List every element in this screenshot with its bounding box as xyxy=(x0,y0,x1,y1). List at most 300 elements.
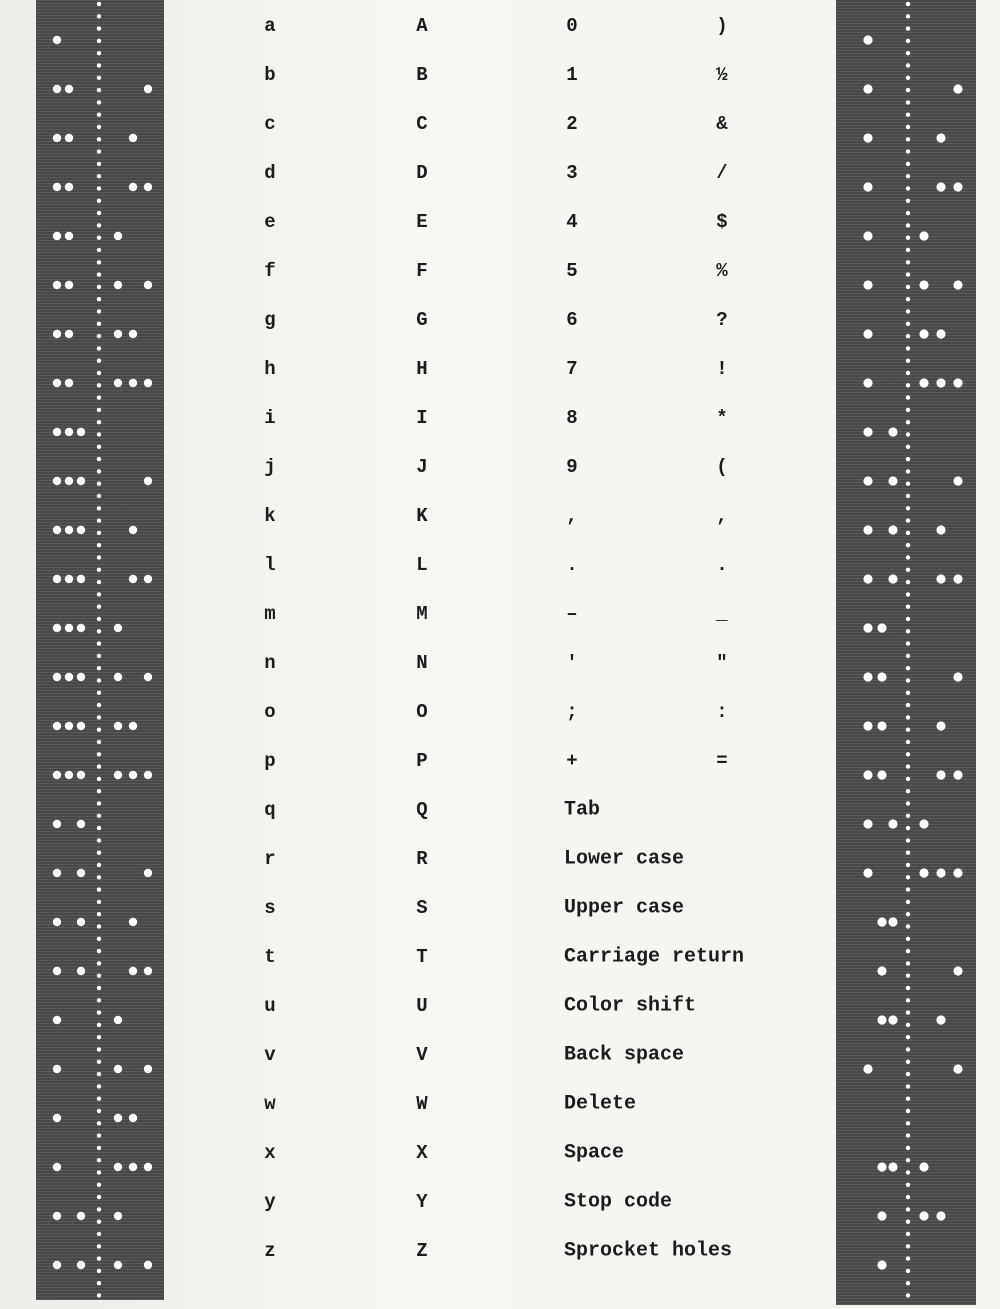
sprocket-hole xyxy=(97,506,101,510)
code-hole xyxy=(863,133,872,142)
sprocket-hole xyxy=(906,531,910,535)
code-hole xyxy=(863,574,872,583)
sprocket-hole xyxy=(906,26,910,30)
code-hole xyxy=(863,525,872,534)
figures-entry-1: 0 xyxy=(566,15,578,37)
sprocket-hole xyxy=(97,900,101,904)
code-hole xyxy=(877,770,886,779)
code-hole xyxy=(65,330,73,338)
sprocket-hole xyxy=(906,801,910,805)
code-hole xyxy=(919,378,928,387)
sprocket-hole xyxy=(906,162,910,166)
code-hole xyxy=(114,330,122,338)
sprocket-hole xyxy=(906,1170,910,1174)
sprocket-hole xyxy=(97,63,101,67)
code-hole xyxy=(888,525,897,534)
sprocket-hole xyxy=(97,875,101,879)
lowercase-char-10: j xyxy=(264,456,276,478)
sprocket-hole xyxy=(97,1060,101,1064)
sprocket-hole xyxy=(97,1023,101,1027)
sprocket-hole xyxy=(906,998,910,1002)
sprocket-hole xyxy=(97,1121,101,1125)
left-punched-tape xyxy=(36,0,164,1300)
symbols-entry-14: " xyxy=(716,652,728,674)
sprocket-hole xyxy=(906,322,910,326)
code-hole xyxy=(53,232,61,240)
sprocket-hole xyxy=(97,432,101,436)
code-hole xyxy=(953,868,962,877)
sprocket-hole xyxy=(906,469,910,473)
sprocket-hole xyxy=(906,100,910,104)
sprocket-hole xyxy=(97,322,101,326)
uppercase-char-1: A xyxy=(416,15,428,37)
symbols-entry-7: ? xyxy=(716,309,728,331)
figures-entry-2: 1 xyxy=(566,64,578,86)
sprocket-hole xyxy=(906,1232,910,1236)
code-hole xyxy=(888,1015,897,1024)
code-hole xyxy=(53,918,61,926)
code-hole xyxy=(877,1260,886,1269)
figures-entry-7: 6 xyxy=(566,309,578,331)
code-hole xyxy=(877,1162,886,1171)
lowercase-char-18: r xyxy=(264,848,276,870)
sprocket-hole xyxy=(97,777,101,781)
code-hole xyxy=(877,721,886,730)
code-hole xyxy=(863,182,872,191)
sprocket-hole xyxy=(97,1170,101,1174)
sprocket-hole xyxy=(97,851,101,855)
uppercase-char-22: V xyxy=(416,1044,428,1066)
code-hole xyxy=(65,183,73,191)
sprocket-hole xyxy=(906,580,910,584)
sprocket-hole xyxy=(906,543,910,547)
figures-entry-13: – xyxy=(566,603,578,625)
code-hole xyxy=(144,869,152,877)
lowercase-char-24: x xyxy=(264,1142,276,1164)
code-hole xyxy=(77,967,85,975)
code-hole xyxy=(863,84,872,93)
sprocket-hole xyxy=(906,974,910,978)
code-hole xyxy=(144,967,152,975)
code-hole xyxy=(863,378,872,387)
sprocket-hole xyxy=(97,1072,101,1076)
code-hole xyxy=(953,672,962,681)
uppercase-char-12: L xyxy=(416,554,428,576)
sprocket-hole xyxy=(97,1183,101,1187)
sprocket-hole xyxy=(906,1023,910,1027)
sprocket-hole xyxy=(906,961,910,965)
code-hole xyxy=(65,85,73,93)
sprocket-hole xyxy=(97,912,101,916)
sprocket-hole xyxy=(97,1158,101,1162)
sprocket-hole xyxy=(906,518,910,522)
code-hole xyxy=(936,721,945,730)
sprocket-hole xyxy=(97,100,101,104)
code-hole xyxy=(936,378,945,387)
code-hole xyxy=(936,1015,945,1024)
code-hole xyxy=(77,918,85,926)
code-hole xyxy=(863,868,872,877)
lowercase-char-13: m xyxy=(264,603,276,625)
code-hole xyxy=(53,526,61,534)
code-hole xyxy=(114,379,122,387)
code-hole xyxy=(877,1211,886,1220)
code-hole xyxy=(77,526,85,534)
sprocket-hole xyxy=(906,592,910,596)
code-hole xyxy=(863,1064,872,1073)
figures-entry-22: Back space xyxy=(564,1043,685,1067)
tape-left-holes xyxy=(36,0,164,1300)
code-hole xyxy=(936,1211,945,1220)
uppercase-char-26: Z xyxy=(416,1240,428,1262)
code-hole xyxy=(65,722,73,730)
figures-entry-5: 4 xyxy=(566,211,578,233)
sprocket-hole xyxy=(97,998,101,1002)
code-hole xyxy=(919,1162,928,1171)
code-hole xyxy=(144,673,152,681)
code-hole xyxy=(877,966,886,975)
lowercase-char-7: g xyxy=(264,309,276,331)
code-hole xyxy=(114,1261,122,1269)
sprocket-hole xyxy=(906,728,910,732)
sprocket-hole xyxy=(906,629,910,633)
code-hole xyxy=(77,820,85,828)
code-hole xyxy=(877,917,886,926)
sprocket-hole xyxy=(906,851,910,855)
sprocket-hole xyxy=(97,801,101,805)
sprocket-hole xyxy=(97,568,101,572)
code-hole xyxy=(953,966,962,975)
sprocket-hole xyxy=(97,297,101,301)
symbols-entry-9: * xyxy=(716,407,728,429)
code-hole xyxy=(114,1065,122,1073)
sprocket-hole xyxy=(906,1158,910,1162)
code-hole xyxy=(144,379,152,387)
code-hole xyxy=(936,525,945,534)
sprocket-hole xyxy=(97,39,101,43)
code-hole xyxy=(953,574,962,583)
uppercase-char-7: G xyxy=(416,309,428,331)
uppercase-char-3: C xyxy=(416,113,428,135)
sprocket-hole xyxy=(97,863,101,867)
sprocket-hole xyxy=(97,248,101,252)
sprocket-hole xyxy=(97,654,101,658)
code-hole xyxy=(77,428,85,436)
sprocket-hole xyxy=(906,1146,910,1150)
code-hole xyxy=(863,770,872,779)
sprocket-hole xyxy=(97,1220,101,1224)
sprocket-hole xyxy=(97,285,101,289)
sprocket-hole xyxy=(906,248,910,252)
symbols-entry-12: . xyxy=(716,554,728,576)
sprocket-hole xyxy=(906,1010,910,1014)
lowercase-char-26: z xyxy=(264,1240,276,1262)
code-hole xyxy=(77,1212,85,1220)
sprocket-hole xyxy=(906,1121,910,1125)
code-hole xyxy=(114,722,122,730)
lowercase-char-8: h xyxy=(264,358,276,380)
sprocket-hole xyxy=(906,199,910,203)
code-hole xyxy=(919,1211,928,1220)
lowercase-char-22: v xyxy=(264,1044,276,1066)
figures-entry-24: Space xyxy=(564,1141,625,1165)
sprocket-hole xyxy=(97,715,101,719)
sprocket-hole xyxy=(97,764,101,768)
code-hole xyxy=(953,770,962,779)
sprocket-hole xyxy=(97,445,101,449)
code-hole xyxy=(53,1261,61,1269)
code-hole xyxy=(114,673,122,681)
sprocket-hole xyxy=(906,260,910,264)
sprocket-hole xyxy=(97,961,101,965)
figures-entry-17: Tab xyxy=(564,798,601,822)
lowercase-char-21: u xyxy=(264,995,276,1017)
sprocket-hole xyxy=(97,76,101,80)
code-hole xyxy=(53,673,61,681)
sprocket-hole xyxy=(97,482,101,486)
code-hole xyxy=(77,673,85,681)
code-hole xyxy=(863,721,872,730)
sprocket-hole xyxy=(97,137,101,141)
uppercase-char-4: D xyxy=(416,162,428,184)
code-hole xyxy=(65,477,73,485)
lowercase-char-17: q xyxy=(264,799,276,821)
code-hole xyxy=(65,134,73,142)
code-hole xyxy=(77,1261,85,1269)
code-hole xyxy=(144,771,152,779)
code-hole xyxy=(65,673,73,681)
code-hole xyxy=(114,1163,122,1171)
sprocket-hole xyxy=(97,420,101,424)
sprocket-hole xyxy=(906,371,910,375)
code-hole xyxy=(888,1162,897,1171)
uppercase-char-11: K xyxy=(416,505,428,527)
figures-entry-23: Delete xyxy=(564,1092,637,1116)
code-hole xyxy=(114,1114,122,1122)
code-hole xyxy=(936,182,945,191)
uppercase-char-23: W xyxy=(416,1093,428,1115)
sprocket-hole xyxy=(906,395,910,399)
code-hole xyxy=(888,819,897,828)
code-hole xyxy=(888,476,897,485)
sprocket-hole xyxy=(906,1035,910,1039)
code-hole xyxy=(919,868,928,877)
sprocket-hole xyxy=(906,113,910,117)
lowercase-char-1: a xyxy=(264,15,276,37)
code-hole xyxy=(919,280,928,289)
sprocket-hole xyxy=(97,555,101,559)
code-hole xyxy=(65,624,73,632)
lowercase-char-25: y xyxy=(264,1191,276,1213)
sprocket-hole xyxy=(97,641,101,645)
sprocket-hole xyxy=(906,236,910,240)
tape-right-holes xyxy=(836,0,976,1305)
sprocket-hole xyxy=(906,875,910,879)
sprocket-hole xyxy=(906,912,910,916)
sprocket-hole xyxy=(97,346,101,350)
code-hole xyxy=(129,771,137,779)
sprocket-hole xyxy=(97,2,101,6)
sprocket-hole xyxy=(906,937,910,941)
figures-entry-20: Carriage return xyxy=(564,945,745,969)
sprocket-hole xyxy=(906,285,910,289)
sprocket-hole xyxy=(906,457,910,461)
sprocket-hole xyxy=(97,359,101,363)
sprocket-hole xyxy=(97,974,101,978)
sprocket-hole xyxy=(906,432,910,436)
code-hole xyxy=(53,379,61,387)
sprocket-hole xyxy=(906,863,910,867)
code-hole xyxy=(53,1016,61,1024)
sprocket-hole xyxy=(906,494,910,498)
sprocket-hole xyxy=(97,469,101,473)
sprocket-hole xyxy=(97,1010,101,1014)
symbols-entry-10: ( xyxy=(716,456,728,478)
lowercase-char-19: s xyxy=(264,897,276,919)
sprocket-hole xyxy=(97,236,101,240)
sprocket-hole xyxy=(906,789,910,793)
sprocket-hole xyxy=(906,1281,910,1285)
sprocket-hole xyxy=(97,1269,101,1273)
sprocket-hole xyxy=(97,728,101,732)
code-hole xyxy=(953,378,962,387)
lowercase-char-16: p xyxy=(264,750,276,772)
code-hole xyxy=(53,869,61,877)
code-hole xyxy=(936,574,945,583)
code-hole xyxy=(129,918,137,926)
code-hole xyxy=(114,771,122,779)
code-hole xyxy=(65,232,73,240)
code-hole xyxy=(114,1016,122,1024)
lowercase-char-6: f xyxy=(264,260,276,282)
code-hole xyxy=(863,231,872,240)
sprocket-hole xyxy=(97,924,101,928)
figures-entry-4: 3 xyxy=(566,162,578,184)
sprocket-hole xyxy=(906,211,910,215)
sprocket-hole xyxy=(97,789,101,793)
sprocket-hole xyxy=(97,1133,101,1137)
code-hole xyxy=(144,183,152,191)
sprocket-hole xyxy=(97,174,101,178)
code-hole xyxy=(919,231,928,240)
code-hole xyxy=(953,1064,962,1073)
code-hole xyxy=(953,476,962,485)
symbols-entry-2: ½ xyxy=(716,64,728,86)
code-hole xyxy=(953,182,962,191)
code-hole xyxy=(936,868,945,877)
sprocket-hole xyxy=(97,51,101,55)
code-hole xyxy=(953,280,962,289)
sprocket-hole xyxy=(906,1133,910,1137)
uppercase-char-10: J xyxy=(416,456,428,478)
code-hole xyxy=(53,36,61,44)
sprocket-hole xyxy=(906,654,910,658)
code-hole xyxy=(863,35,872,44)
sprocket-hole xyxy=(97,937,101,941)
sprocket-hole xyxy=(906,691,910,695)
sprocket-hole xyxy=(97,740,101,744)
sprocket-hole xyxy=(97,113,101,117)
code-hole xyxy=(144,281,152,289)
code-hole xyxy=(863,672,872,681)
sprocket-hole xyxy=(906,297,910,301)
sprocket-hole xyxy=(97,88,101,92)
sprocket-hole xyxy=(906,1084,910,1088)
uppercase-char-13: M xyxy=(416,603,428,625)
sprocket-hole xyxy=(97,457,101,461)
code-hole xyxy=(65,281,73,289)
uppercase-char-14: N xyxy=(416,652,428,674)
uppercase-char-25: Y xyxy=(416,1191,428,1213)
sprocket-hole xyxy=(906,445,910,449)
sprocket-hole xyxy=(906,1220,910,1224)
figures-entry-26: Sprocket holes xyxy=(564,1239,733,1263)
sprocket-hole xyxy=(906,1072,910,1076)
figures-entry-9: 8 xyxy=(566,407,578,429)
sprocket-hole xyxy=(97,26,101,30)
sprocket-hole xyxy=(97,1293,101,1297)
code-hole xyxy=(129,330,137,338)
lowercase-char-5: e xyxy=(264,211,276,233)
sprocket-hole xyxy=(906,1244,910,1248)
sprocket-hole xyxy=(97,408,101,412)
sprocket-hole xyxy=(97,1047,101,1051)
sprocket-hole xyxy=(906,900,910,904)
sprocket-hole xyxy=(97,1244,101,1248)
figures-entry-19: Upper case xyxy=(564,896,685,920)
code-hole xyxy=(65,526,73,534)
code-hole xyxy=(65,379,73,387)
symbols-entry-11: , xyxy=(716,505,728,527)
code-hole xyxy=(65,428,73,436)
code-hole xyxy=(53,1114,61,1122)
code-hole xyxy=(53,967,61,975)
sprocket-hole xyxy=(906,272,910,276)
sprocket-hole xyxy=(906,51,910,55)
sprocket-hole xyxy=(906,39,910,43)
uppercase-char-17: Q xyxy=(416,799,428,821)
figures-entry-15: ; xyxy=(566,701,578,723)
code-hole xyxy=(114,232,122,240)
code-hole xyxy=(877,623,886,632)
code-hole xyxy=(77,575,85,583)
lowercase-char-20: t xyxy=(264,946,276,968)
sprocket-hole xyxy=(97,1084,101,1088)
sprocket-hole xyxy=(97,223,101,227)
code-hole xyxy=(53,183,61,191)
sprocket-hole xyxy=(97,494,101,498)
code-hole xyxy=(53,624,61,632)
sprocket-hole xyxy=(906,2,910,6)
sprocket-hole xyxy=(97,395,101,399)
sprocket-hole xyxy=(906,1097,910,1101)
sprocket-hole xyxy=(906,125,910,129)
code-hole xyxy=(936,133,945,142)
sprocket-hole xyxy=(906,1109,910,1113)
sprocket-hole xyxy=(97,1207,101,1211)
code-hole xyxy=(53,820,61,828)
sprocket-hole xyxy=(97,1195,101,1199)
sprocket-hole xyxy=(906,887,910,891)
symbols-entry-13: _ xyxy=(716,603,728,625)
symbols-entry-6: % xyxy=(716,260,728,282)
code-hole xyxy=(53,477,61,485)
symbols-entry-5: $ xyxy=(716,211,728,233)
sprocket-hole xyxy=(97,186,101,190)
symbols-entry-4: / xyxy=(716,162,728,184)
lowercase-char-3: c xyxy=(264,113,276,135)
sprocket-hole xyxy=(97,1232,101,1236)
